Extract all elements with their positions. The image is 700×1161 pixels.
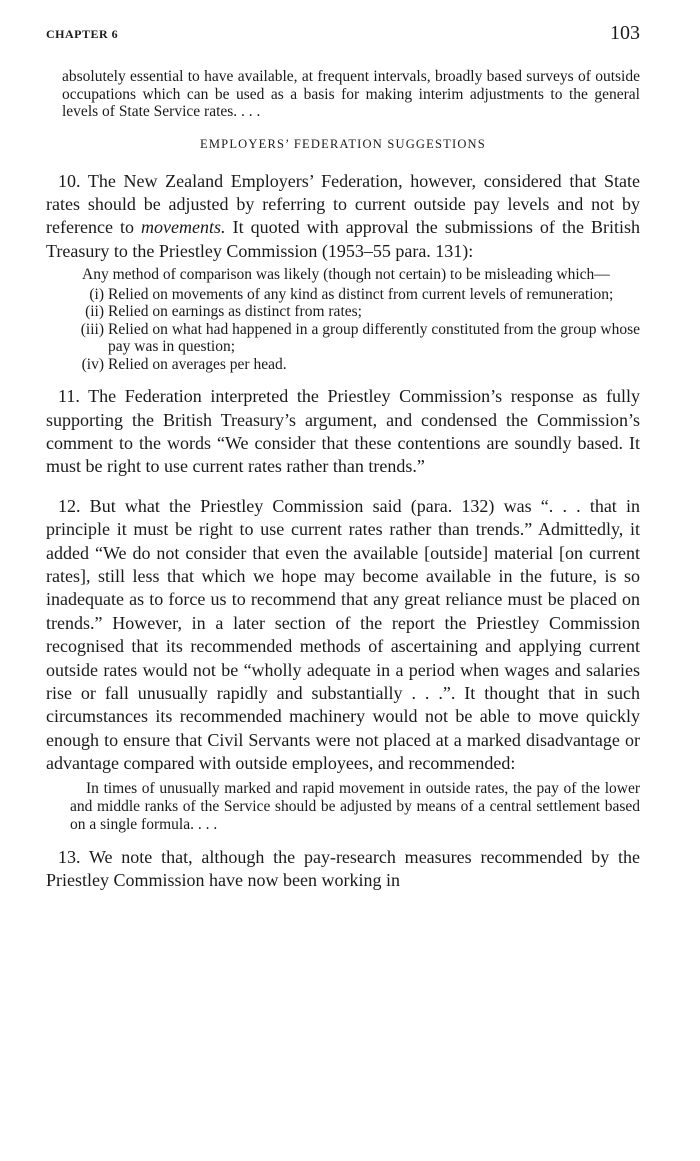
criteria-list [46,286,640,374]
paragraph-11: 11. The Federation interpreted the Priestley Commission’s response as fully supporting the British Treasury’s argument, and condensed the Commission’s comment to the words “We consider that these contentions are soundly based. It must be right to use current rates rather than trends.” [46,386,640,477]
paragraph-10: 10. The New Zealand Employers’ Federation, however, considered that State rates should be adjusted by referring to current outside pay levels and not by reference to movements. It quoted with approval the submissions of the British Treasury to the Priestley Commission (1953–55 para. 131): [46,170,640,261]
section-heading: EMPLOYERS’ FEDERATION SUGGESTIONS [200,136,486,151]
quote-bottom: In times of unusually marked and rapid movement in outside rates, the pay of the lower and middle ranks of the Service should be adjusted by means of a central settlement based on a single formula. . . . [70,779,640,833]
list-item: (iv) Relied on averages per head. [81,355,287,373]
list-item: (i) Relied on movements of any kind as distinct from current levels of remuneration; [89,285,614,303]
body-text [46,68,640,892]
page-number: 103 [610,22,640,44]
quote-top: absolutely essential to have available, at frequent intervals, broadly based surveys of outside occupations which can be used as a basis for making interim adjustments to the general levels of State Service rates. . . . [62,68,640,120]
paragraph-12: 12. But what the Priestley Commission said (para. 132) was “. . . that in principle it must be right to use current rates rather than trends.” Admittedly, it added “We do not consider that even the available [outside] material [on current rates], still less that which we hope may become available in the future, is so inadequate as to force us to recommend that any great reliance must be placed on trends.” However, in a later section of the report the Priestley Commission recognised that its recommended methods of ascertaining and applying current outside rates would not be “wholly adequate in a period when wages and salaries rise or fall unusually rapidly and substantially . . .”. It thought that in such circumstances its recommended machinery would not be able to move quickly enough to ensure that Civil Servants were not placed at a marked disadvantage or advantage compared with outside employees, and recommended: [46,495,640,774]
paragraph-13: 13. We note that, although the pay-research measures recommended by the Priestley Commission have now been working in [46,846,640,891]
list-intro: Any method of comparison was likely (though not certain) to be misleading which— [82,266,610,284]
list-item: (iii) Relied on what had happened in a group differently constituted from the group whose pay was in question; [80,320,640,356]
list-item: (ii) Relied on earnings as distinct from rates; [85,303,362,321]
chapter-label: CHAPTER 6 [46,27,119,41]
running-header [46,22,640,46]
emphasis-movements: movements. [141,217,226,238]
